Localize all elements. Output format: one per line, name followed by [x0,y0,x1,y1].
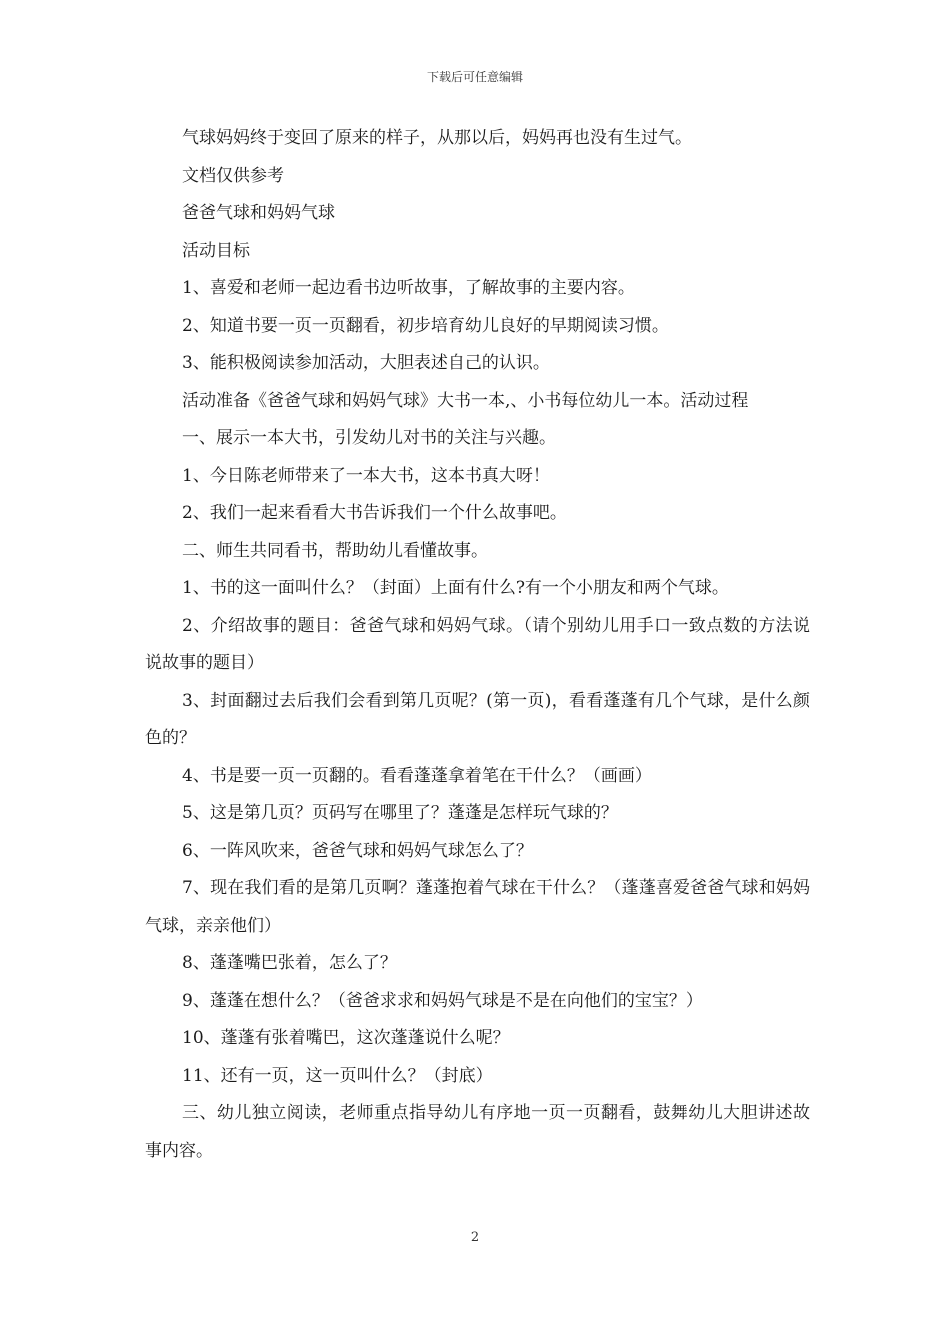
list-item: 5、这是第几页？页码写在哪里了？蓬蓬是怎样玩气球的？ [182,803,618,823]
list-item: 2、我们一起来看看大书告诉我们一个什么故事吧。 [182,503,567,523]
list-item: 7、现在我们看的是第几页啊？蓬蓬抱着气球在干什么？（蓬蓬喜爱爸爸气球和妈妈气球，亲亲他们） [145,878,810,936]
list-item: 2、知道书要一页一页翻看，初步培育幼儿良好的早期阅读习惯。 [182,315,669,336]
paragraph: 气球妈妈终于变回了原来的样子，从那以后，妈妈再也没有生过气。 [182,128,692,148]
section-heading: 活动目标 [182,240,250,261]
list-item: 1、今日陈老师带来了一本大书，这本书真大呀！ [182,465,550,486]
paragraph: 文档仅供参考 [182,165,284,186]
page-number: 2 [470,1230,480,1245]
list-item: 9、蓬蓬在想什么？（爸爸求求和妈妈气球是不是在向他们的宝宝？） [182,990,703,1011]
paragraph: 活动准备《爸爸气球和妈妈气球》大书一本,、小书每位幼儿一本。活动过程 [182,390,749,411]
document-title: 爸爸气球和妈妈气球 [182,203,335,223]
page-header: 下载后可任意编辑 [426,70,523,84]
document-body [145,120,810,1170]
list-item: 8、蓬蓬嘴巴张着，怎么了？ [182,953,397,973]
list-item: 10、蓬蓬有张着嘴巴，这次蓬蓬说什么呢？ [182,1028,510,1048]
list-item: 2、介绍故事的题目：爸爸气球和妈妈气球。（请个别幼儿用手口一致点数的方法说说故事的题目） [145,615,810,673]
list-item: 3、能积极阅读参加活动，大胆表述自己的认识。 [182,353,550,373]
list-item: 4、书是要一页一页翻的。看看蓬蓬拿着笔在干什么？（画画） [182,765,652,786]
section-heading: 二、师生共同看书，帮助幼儿看懂故事。 [182,540,488,561]
list-item: 1、喜爱和老师一起边看书边听故事，了解故事的主要内容。 [182,278,635,298]
section-heading: 三、幼儿独立阅读，老师重点指导幼儿有序地一页一页翻看，鼓舞幼儿大胆讲述故事内容。 [145,1103,810,1161]
list-item: 6、一阵风吹来，爸爸气球和妈妈气球怎么了？ [182,840,533,861]
list-item: 3、封面翻过去后我们会看到第几页呢？(第一页)，看看蓬蓬有几个气球，是什么颜色的？ [145,690,810,748]
section-heading: 一、展示一本大书，引发幼儿对书的关注与兴趣。 [182,428,556,448]
list-item: 11、还有一页，这一页叫什么？（封底） [182,1065,493,1086]
list-item: 1、书的这一面叫什么？（封面）上面有什么?有一个小朋友和两个气球。 [182,578,729,598]
